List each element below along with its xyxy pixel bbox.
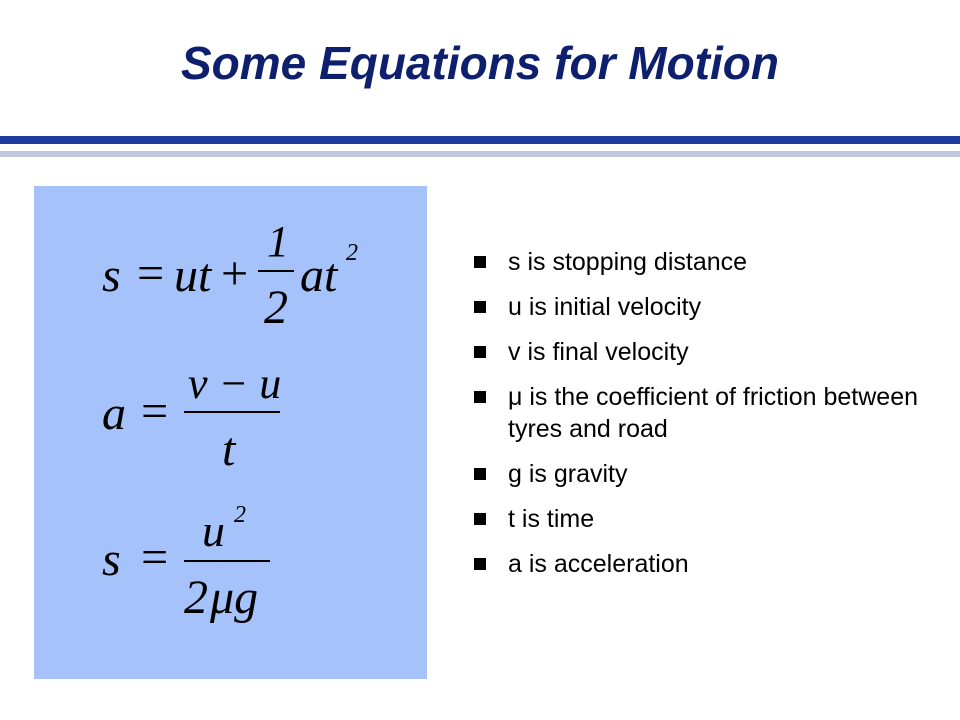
list-item [474, 336, 944, 368]
eq3-numerator-exponent: 2 [234, 502, 246, 528]
list-item [474, 458, 944, 490]
square-bullet-icon [474, 346, 486, 358]
list-item-text: v is final velocity [508, 338, 689, 366]
variable-definitions-list [474, 246, 944, 593]
eq1-lhs: s [102, 249, 121, 302]
square-bullet-icon [474, 558, 486, 570]
eq2-equals: = [138, 385, 171, 438]
eq3-denominator-coefficient: 2 [184, 571, 208, 624]
list-item-text: u is initial velocity [508, 293, 702, 321]
square-bullet-icon [474, 468, 486, 480]
list-item-text: μ is the coefficient of friction between tyres and road [508, 383, 918, 443]
title-divider-dark [0, 136, 960, 144]
eq1-equals: = [134, 247, 167, 300]
square-bullet-icon [474, 391, 486, 403]
eq1-fraction-bar [258, 270, 294, 272]
equations-panel [34, 186, 427, 679]
list-item-text: s is stopping distance [508, 248, 748, 276]
eq1-term1: ut [174, 249, 212, 302]
eq2-numerator: v − u [188, 359, 282, 408]
list-item-text: a is acceleration [508, 550, 689, 578]
eq1-denominator: 2 [264, 281, 288, 334]
list-item [474, 246, 944, 278]
list-item [474, 291, 944, 323]
square-bullet-icon [474, 256, 486, 268]
eq1-plus: + [218, 247, 251, 300]
eq2-denominator: t [222, 423, 236, 476]
eq3-fraction-bar [184, 560, 270, 562]
eq2-lhs: a [102, 387, 126, 440]
eq3-equals: = [138, 531, 171, 584]
slide-title: Some Equations for Motion [181, 37, 779, 89]
eq2-fraction-bar [184, 411, 280, 413]
title-divider-light [0, 151, 960, 157]
eq3-lhs: s [102, 533, 121, 586]
list-item [474, 381, 944, 445]
eq1-exponent: 2 [346, 240, 358, 266]
square-bullet-icon [474, 513, 486, 525]
list-item-text: t is time [508, 505, 595, 533]
eq3-denominator-variables: μg [210, 571, 259, 624]
eq1-term2: at [300, 249, 338, 302]
list-item [474, 548, 944, 580]
eq1-numerator: 1 [267, 217, 289, 266]
square-bullet-icon [474, 301, 486, 313]
list-item-text: g is gravity [508, 460, 628, 488]
list-item [474, 503, 944, 535]
eq3-numerator: u [202, 505, 225, 556]
